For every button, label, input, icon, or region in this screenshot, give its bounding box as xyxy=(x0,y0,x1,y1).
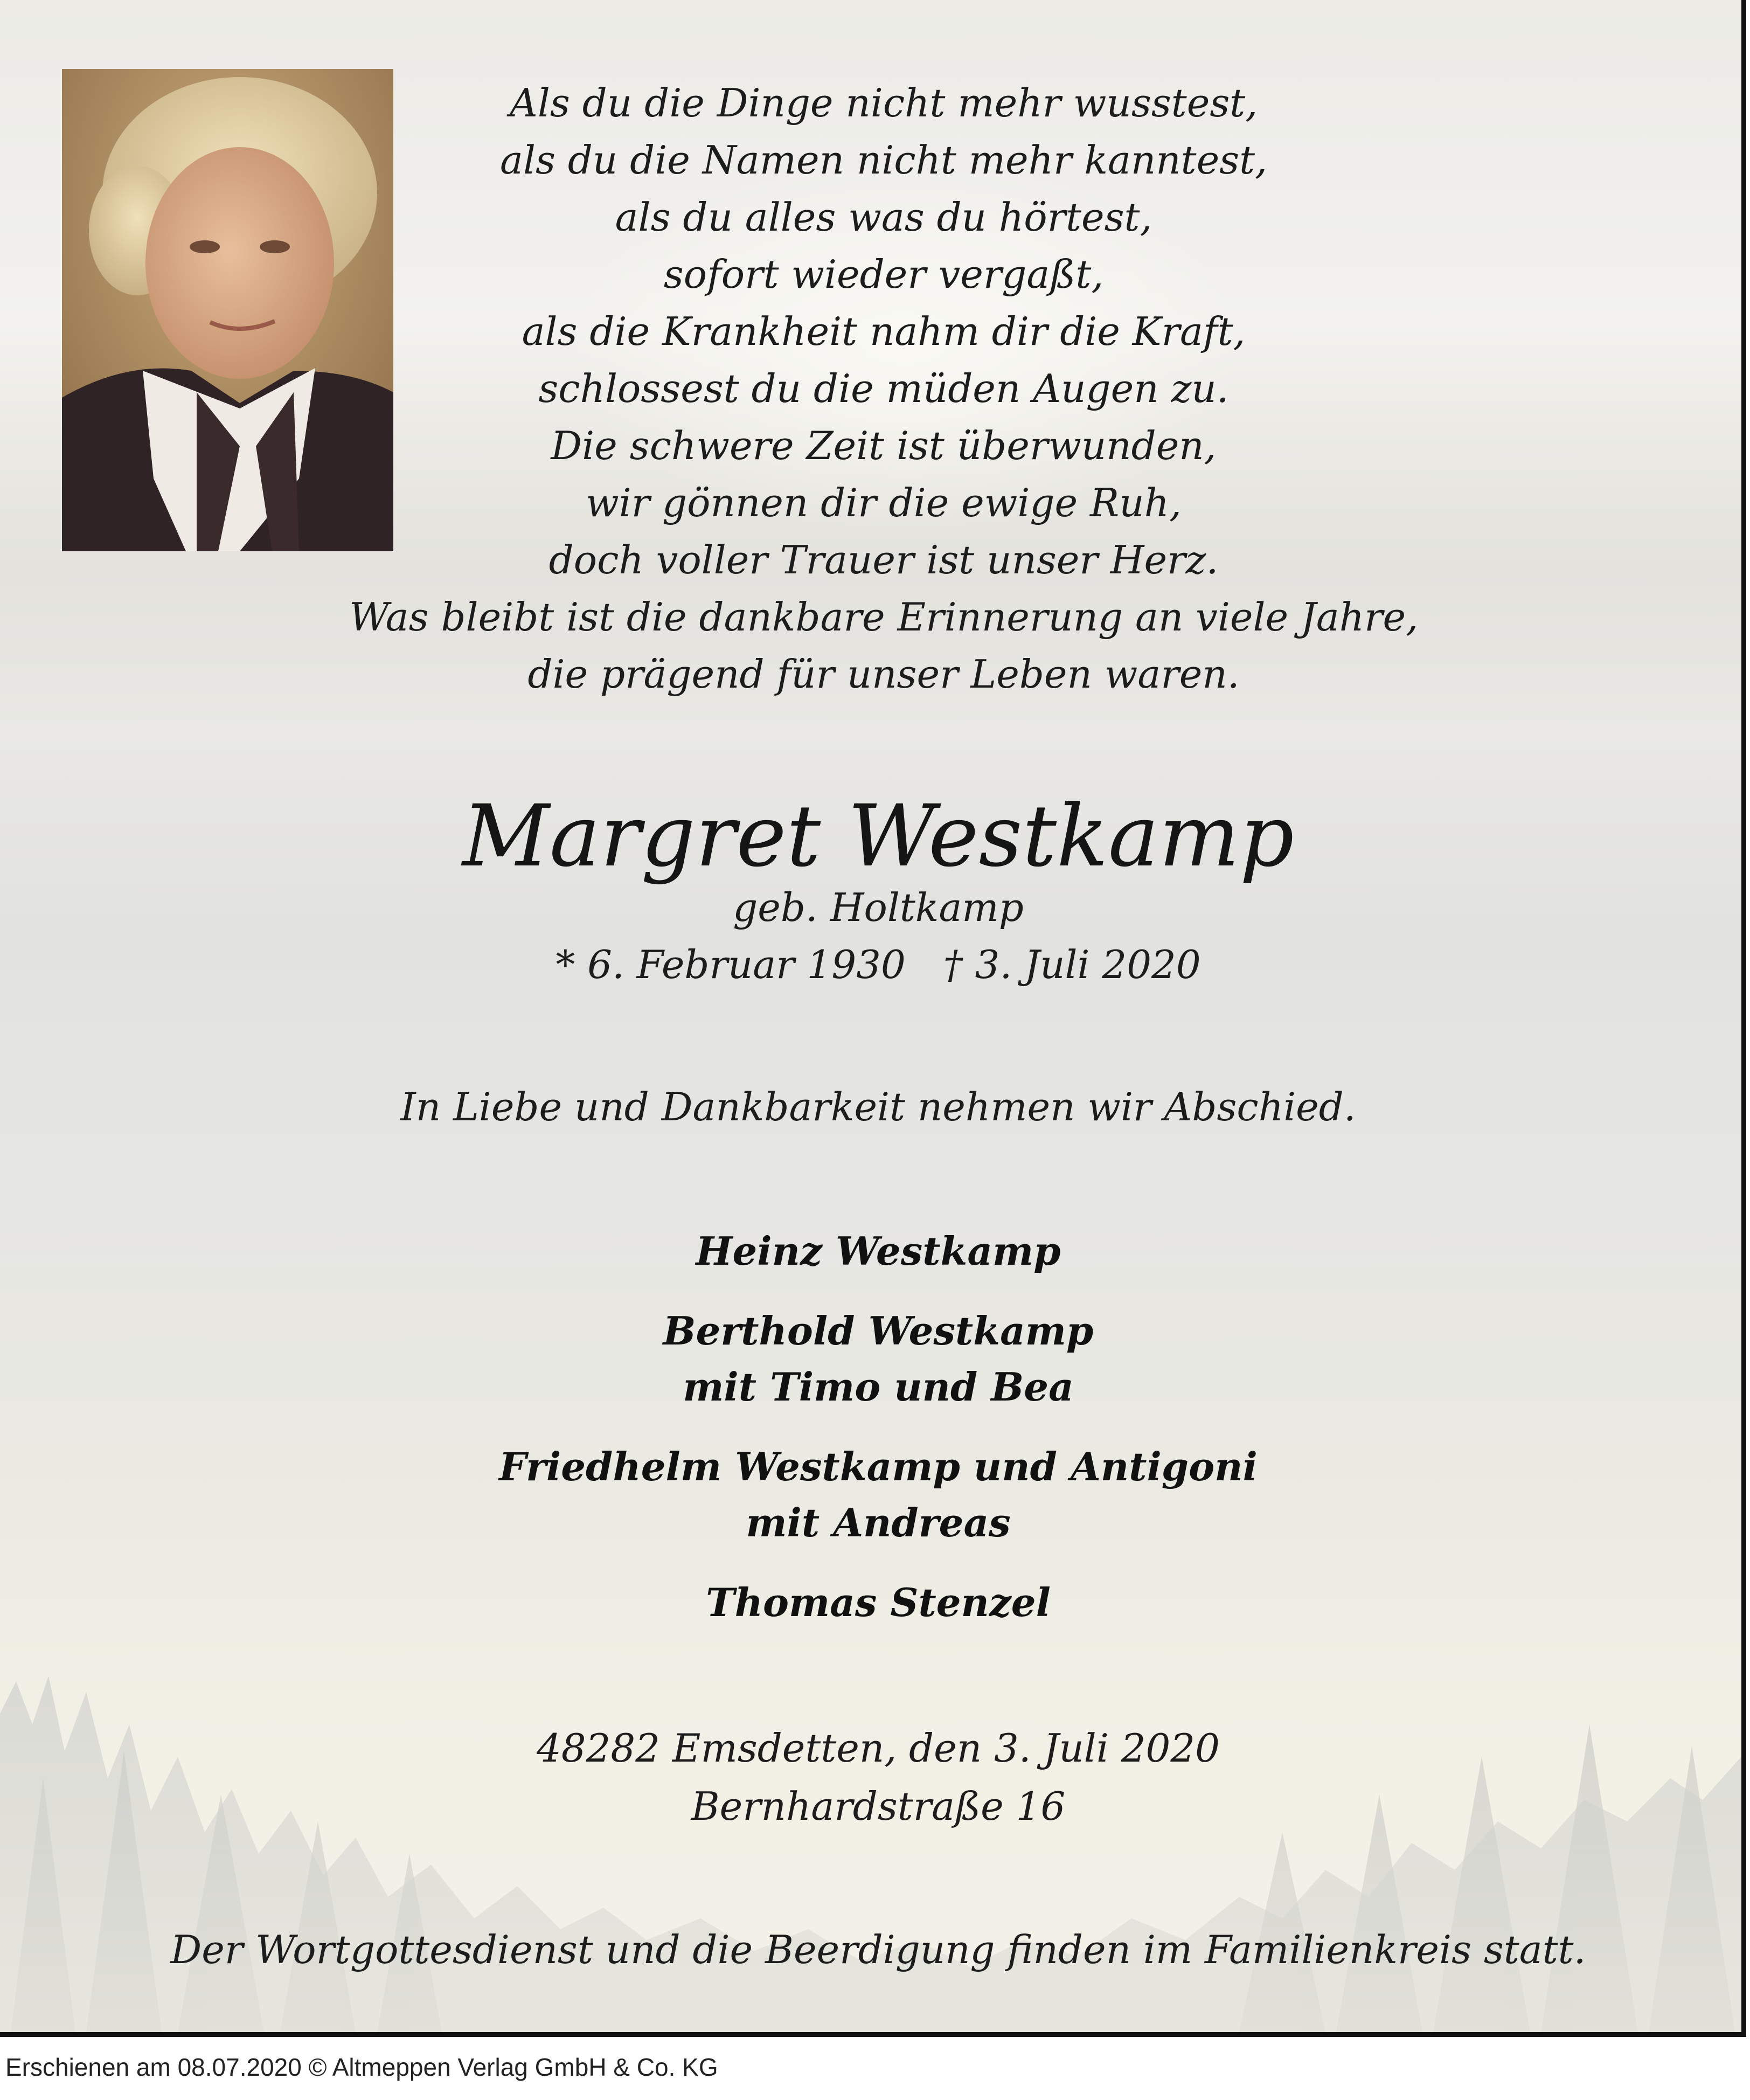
mourner-heinz: Heinz Westkamp xyxy=(696,1228,1061,1274)
maiden-name: geb. Holtkamp xyxy=(733,885,1024,930)
death-date: † 3. Juli 2020 xyxy=(943,942,1201,987)
poem-line: als du die Namen nicht mehr kanntest, xyxy=(500,137,1267,183)
address: Bernhardstraße 16 xyxy=(691,1784,1066,1829)
publication-footer: Erschienen am 08.07.2020 © Altmeppen Verlag GmbH & Co. KG xyxy=(5,2053,718,2081)
poem-line: wir gönnen dir die ewige Ruh, xyxy=(586,480,1182,525)
poem-line: die prägend für unser Leben waren. xyxy=(527,652,1240,697)
poem-line: Was bleibt ist die dankbare Erinnerung an viele Jahre, xyxy=(349,594,1419,640)
poem-line: sofort wieder vergaßt, xyxy=(663,252,1104,297)
mourner-berthold-family: mit Timo und Bea xyxy=(683,1364,1074,1410)
poem-line: Die schwere Zeit ist überwunden, xyxy=(551,423,1217,468)
poem-line: doch voller Trauer ist unser Herz. xyxy=(548,537,1219,583)
poem-line: als du alles was du hörtest, xyxy=(615,195,1152,240)
deceased-name: Margret Westkamp xyxy=(462,787,1294,886)
farewell-text: In Liebe und Dankbarkeit nehmen wir Abschied. xyxy=(400,1084,1356,1129)
poem xyxy=(302,74,1466,703)
mourner-berthold: Berthold Westkamp xyxy=(663,1308,1094,1354)
poem-line: als die Krankheit nahm dir die Kraft, xyxy=(522,309,1246,354)
poem-line: schlossest du die müden Augen zu. xyxy=(538,366,1229,411)
service-note: Der Wortgottesdienst und die Beerdigung finden im Familienkreis statt. xyxy=(170,1927,1586,1972)
life-dates xyxy=(216,937,1541,993)
mourner-friedhelm-family: mit Andreas xyxy=(746,1500,1011,1545)
mourner-friedhelm: Friedhelm Westkamp und Antigoni xyxy=(499,1444,1258,1489)
mourner-thomas: Thomas Stenzel xyxy=(706,1579,1051,1625)
poem-line: Als du die Dinge nicht mehr wusstest, xyxy=(509,80,1258,126)
place-date: 48282 Emsdetten, den 3. Juli 2020 xyxy=(537,1725,1220,1771)
birth-date: * 6. Februar 1930 xyxy=(555,942,906,987)
